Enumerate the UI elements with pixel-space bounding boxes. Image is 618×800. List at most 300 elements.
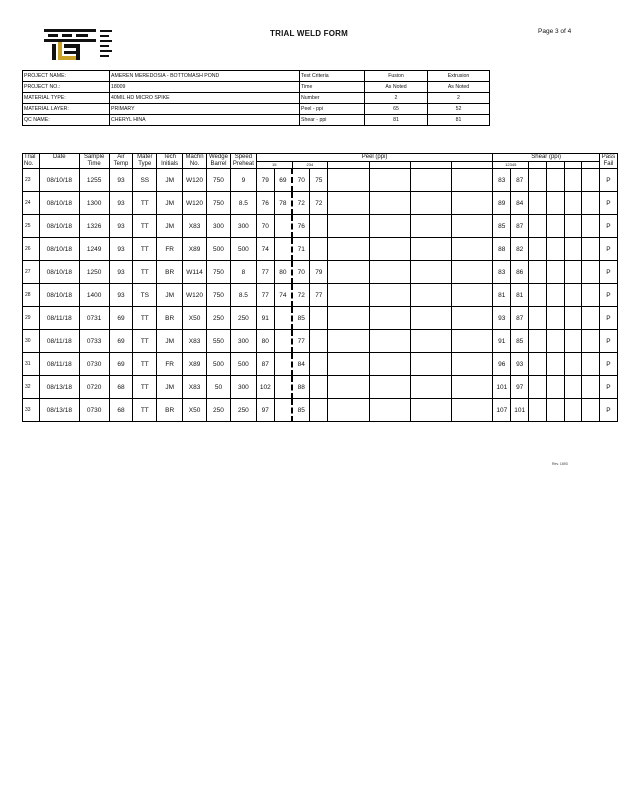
col-peel: Peel (ppi) xyxy=(256,154,493,162)
cell-machn-no: W114 xyxy=(183,261,207,284)
col-air-temp: Air Temp xyxy=(109,154,133,169)
cell-date: 08/11/18 xyxy=(39,330,79,353)
cell-wedge-barrel: 250 xyxy=(207,307,231,330)
cell-peel-5 xyxy=(328,169,369,192)
cell-peel-1: 91 xyxy=(256,307,274,330)
peel-subheader-2: 234 xyxy=(292,162,328,169)
cell-shear-6 xyxy=(582,192,600,215)
cell-shear-4 xyxy=(546,353,564,376)
table-row xyxy=(23,330,618,353)
cell-machn-no: W120 xyxy=(183,192,207,215)
cell-trial-no: 28 xyxy=(23,284,40,307)
cell-peel-8 xyxy=(452,330,493,353)
extrusion-header: Extrusion xyxy=(428,71,490,82)
cell-mater-type: TT xyxy=(133,215,157,238)
cell-air-temp: 93 xyxy=(109,238,133,261)
cell-mater-type: TT xyxy=(133,307,157,330)
cell-air-temp: 68 xyxy=(109,376,133,399)
cell-peel-3: 71 xyxy=(292,238,310,261)
table-row xyxy=(23,284,618,307)
cell-shear-3 xyxy=(529,192,547,215)
cell-shear-2: 81 xyxy=(511,284,529,307)
cell-shear-5 xyxy=(564,330,582,353)
cell-peel-6 xyxy=(369,330,410,353)
qc-name-label: QC NAME: xyxy=(23,115,110,126)
cell-peel-7 xyxy=(410,376,451,399)
cell-pass-fail: P xyxy=(599,238,617,261)
cell-speed-preheat: 8.5 xyxy=(230,192,256,215)
cell-shear-4 xyxy=(546,215,564,238)
cell-tech-initials: BR xyxy=(157,307,183,330)
cell-peel-8 xyxy=(452,307,493,330)
col-pass-fail: Pass Fail xyxy=(599,154,617,169)
cell-sample-time: 1326 xyxy=(79,215,109,238)
cell-peel-3: 85 xyxy=(292,307,310,330)
cell-shear-1: 81 xyxy=(493,284,511,307)
criteria-label: Peel - ppi xyxy=(300,104,365,115)
cell-mater-type: TT xyxy=(133,238,157,261)
cell-shear-1: 101 xyxy=(493,376,511,399)
cell-peel-6 xyxy=(369,215,410,238)
cell-date: 08/13/18 xyxy=(39,376,79,399)
table-row xyxy=(23,307,618,330)
cell-machn-no: X83 xyxy=(183,330,207,353)
cell-machn-no: X50 xyxy=(183,399,207,422)
cell-peel-7 xyxy=(410,238,451,261)
cell-machn-no: X50 xyxy=(183,307,207,330)
cell-shear-6 xyxy=(582,261,600,284)
cell-peel-7 xyxy=(410,261,451,284)
cell-peel-8 xyxy=(452,169,493,192)
table-row xyxy=(23,261,618,284)
cell-peel-1: 77 xyxy=(256,284,274,307)
cell-peel-4 xyxy=(310,376,328,399)
cell-shear-6 xyxy=(582,169,600,192)
cell-peel-4: 79 xyxy=(310,261,328,284)
cell-shear-2: 101 xyxy=(511,399,529,422)
cell-peel-5 xyxy=(328,307,369,330)
cell-sample-time: 1400 xyxy=(79,284,109,307)
cell-shear-2: 86 xyxy=(511,261,529,284)
cell-trial-no: 33 xyxy=(23,399,40,422)
cell-wedge-barrel: 750 xyxy=(207,284,231,307)
table-row xyxy=(23,353,618,376)
shear-subheader-blank xyxy=(529,162,547,169)
cell-peel-4: 77 xyxy=(310,284,328,307)
cell-wedge-barrel: 300 xyxy=(207,215,231,238)
cell-peel-4 xyxy=(310,399,328,422)
cell-peel-5 xyxy=(328,376,369,399)
cell-pass-fail: P xyxy=(599,307,617,330)
col-wedge-barrel: Wedge Barrel xyxy=(207,154,231,169)
col-shear: Shear (ppi) xyxy=(493,154,600,162)
shear-subheader-blank xyxy=(582,162,600,169)
cell-pass-fail: P xyxy=(599,399,617,422)
cell-peel-1: 102 xyxy=(256,376,274,399)
cell-peel-6 xyxy=(369,399,410,422)
cell-shear-3 xyxy=(529,261,547,284)
cell-shear-4 xyxy=(546,330,564,353)
material-type-label: MATERIAL TYPE: xyxy=(23,93,110,104)
cell-shear-6 xyxy=(582,238,600,261)
cell-tech-initials: JM xyxy=(157,215,183,238)
cell-date: 08/10/18 xyxy=(39,192,79,215)
cell-date: 08/10/18 xyxy=(39,261,79,284)
cell-shear-5 xyxy=(564,399,582,422)
cell-peel-7 xyxy=(410,353,451,376)
cell-peel-5 xyxy=(328,353,369,376)
cell-machn-no: W120 xyxy=(183,169,207,192)
cell-speed-preheat: 8 xyxy=(230,261,256,284)
cell-shear-3 xyxy=(529,284,547,307)
cell-wedge-barrel: 750 xyxy=(207,169,231,192)
cell-pass-fail: P xyxy=(599,376,617,399)
cell-shear-6 xyxy=(582,399,600,422)
info-row-material-type xyxy=(23,93,490,104)
cell-shear-2: 97 xyxy=(511,376,529,399)
cell-shear-5 xyxy=(564,192,582,215)
cell-peel-8 xyxy=(452,261,493,284)
cell-shear-4 xyxy=(546,284,564,307)
cell-speed-preheat: 8.5 xyxy=(230,284,256,307)
cell-wedge-barrel: 500 xyxy=(207,238,231,261)
cell-pass-fail: P xyxy=(599,261,617,284)
cell-pass-fail: P xyxy=(599,353,617,376)
cell-pass-fail: P xyxy=(599,169,617,192)
cell-shear-5 xyxy=(564,238,582,261)
cell-peel-4: 72 xyxy=(310,192,328,215)
cell-trial-no: 32 xyxy=(23,376,40,399)
criteria-header: Test Criteria xyxy=(300,71,365,82)
cell-air-temp: 93 xyxy=(109,215,133,238)
cell-peel-6 xyxy=(369,376,410,399)
cell-peel-3: 70 xyxy=(292,261,310,284)
cell-date: 08/10/18 xyxy=(39,238,79,261)
cell-tech-initials: JM xyxy=(157,376,183,399)
cell-speed-preheat: 500 xyxy=(230,353,256,376)
cell-shear-1: 88 xyxy=(493,238,511,261)
cell-peel-7 xyxy=(410,307,451,330)
cell-sample-time: 1300 xyxy=(79,192,109,215)
cell-peel-8 xyxy=(452,192,493,215)
col-mater-type: Mater Type xyxy=(133,154,157,169)
cell-peel-1: 79 xyxy=(256,169,274,192)
cell-air-temp: 93 xyxy=(109,192,133,215)
cell-speed-preheat: 300 xyxy=(230,330,256,353)
cell-peel-2 xyxy=(274,215,292,238)
cell-mater-type: TS xyxy=(133,284,157,307)
cell-peel-6 xyxy=(369,261,410,284)
cell-shear-4 xyxy=(546,399,564,422)
criteria-extrusion: 52 xyxy=(428,104,490,115)
cell-trial-no: 29 xyxy=(23,307,40,330)
cell-peel-5 xyxy=(328,399,369,422)
cell-sample-time: 1249 xyxy=(79,238,109,261)
form-title: TRIAL WELD FORM xyxy=(270,29,348,38)
cell-date: 08/11/18 xyxy=(39,353,79,376)
cell-peel-1: 87 xyxy=(256,353,274,376)
cell-trial-no: 27 xyxy=(23,261,40,284)
cell-peel-2 xyxy=(274,307,292,330)
cell-shear-5 xyxy=(564,261,582,284)
cell-shear-1: 107 xyxy=(493,399,511,422)
peel-subheader-blank xyxy=(369,162,410,169)
cell-shear-4 xyxy=(546,261,564,284)
cell-shear-1: 83 xyxy=(493,169,511,192)
cell-speed-preheat: 300 xyxy=(230,215,256,238)
cell-sample-time: 0730 xyxy=(79,399,109,422)
cell-peel-3: 76 xyxy=(292,215,310,238)
cell-peel-2 xyxy=(274,399,292,422)
cell-machn-no: X89 xyxy=(183,353,207,376)
col-machn-no: Machn No. xyxy=(183,154,207,169)
project-name-value: AMEREN MEREDOSIA - BOTTOMASH POND xyxy=(110,71,300,82)
cell-peel-6 xyxy=(369,169,410,192)
cell-shear-5 xyxy=(564,215,582,238)
cell-peel-8 xyxy=(452,376,493,399)
cell-shear-5 xyxy=(564,307,582,330)
cell-shear-2: 82 xyxy=(511,238,529,261)
cell-peel-2: 80 xyxy=(274,261,292,284)
cell-peel-8 xyxy=(452,399,493,422)
table-row xyxy=(23,169,618,192)
cell-trial-no: 23 xyxy=(23,169,40,192)
cell-speed-preheat: 300 xyxy=(230,376,256,399)
cell-shear-2: 84 xyxy=(511,192,529,215)
cell-peel-8 xyxy=(452,215,493,238)
project-no-value: 18009 xyxy=(110,82,300,93)
cell-shear-1: 91 xyxy=(493,330,511,353)
cell-trial-no: 30 xyxy=(23,330,40,353)
cell-air-temp: 68 xyxy=(109,399,133,422)
col-speed-preheat: Speed Preheat xyxy=(230,154,256,169)
cell-speed-preheat: 9 xyxy=(230,169,256,192)
peel-subheader-blank xyxy=(410,162,451,169)
cell-peel-6 xyxy=(369,307,410,330)
cell-sample-time: 0720 xyxy=(79,376,109,399)
qc-name-value: CHERYL HINA xyxy=(110,115,300,126)
cell-peel-3: 84 xyxy=(292,353,310,376)
cell-wedge-barrel: 250 xyxy=(207,399,231,422)
cell-shear-3 xyxy=(529,353,547,376)
cell-peel-1: 97 xyxy=(256,399,274,422)
cell-peel-8 xyxy=(452,284,493,307)
peel-subheader-1: 15 xyxy=(256,162,292,169)
cell-shear-4 xyxy=(546,238,564,261)
cell-peel-1: 74 xyxy=(256,238,274,261)
page-number: Page 3 of 4 xyxy=(538,28,572,35)
cell-shear-3 xyxy=(529,399,547,422)
cell-peel-7 xyxy=(410,330,451,353)
cell-sample-time: 0730 xyxy=(79,353,109,376)
cell-shear-4 xyxy=(546,307,564,330)
shear-subheader-blank xyxy=(546,162,564,169)
table-row xyxy=(23,399,618,422)
cell-peel-4 xyxy=(310,238,328,261)
cell-peel-7 xyxy=(410,169,451,192)
criteria-fusion: 81 xyxy=(365,115,428,126)
cell-peel-8 xyxy=(452,353,493,376)
cell-sample-time: 1250 xyxy=(79,261,109,284)
cell-tech-initials: JM xyxy=(157,169,183,192)
cell-mater-type: TT xyxy=(133,261,157,284)
revision-note: Rev. 1693 xyxy=(552,462,568,466)
cell-shear-2: 87 xyxy=(511,215,529,238)
cell-shear-2: 87 xyxy=(511,307,529,330)
cell-peel-1: 80 xyxy=(256,330,274,353)
cell-shear-5 xyxy=(564,284,582,307)
material-type-value: 40MIL HD MICRO SPIKE xyxy=(110,93,300,104)
cell-shear-3 xyxy=(529,330,547,353)
cell-mater-type: SS xyxy=(133,169,157,192)
cell-machn-no: X83 xyxy=(183,376,207,399)
fusion-header: Fusion xyxy=(365,71,428,82)
cell-peel-5 xyxy=(328,192,369,215)
cell-shear-5 xyxy=(564,353,582,376)
cell-peel-3: 70 xyxy=(292,169,310,192)
cell-peel-6 xyxy=(369,353,410,376)
cell-shear-3 xyxy=(529,307,547,330)
info-row-project-name xyxy=(23,71,490,82)
cell-tech-initials: BR xyxy=(157,399,183,422)
table-row xyxy=(23,192,618,215)
cell-peel-5 xyxy=(328,238,369,261)
cell-wedge-barrel: 500 xyxy=(207,353,231,376)
cell-peel-4 xyxy=(310,215,328,238)
cell-peel-2 xyxy=(274,330,292,353)
criteria-extrusion: 81 xyxy=(428,115,490,126)
cell-shear-2: 85 xyxy=(511,330,529,353)
cell-tech-initials: JM xyxy=(157,330,183,353)
cell-pass-fail: P xyxy=(599,330,617,353)
cell-peel-3: 72 xyxy=(292,284,310,307)
cell-tech-initials: BR xyxy=(157,261,183,284)
cell-peel-2 xyxy=(274,238,292,261)
cell-pass-fail: P xyxy=(599,192,617,215)
cell-peel-4 xyxy=(310,330,328,353)
criteria-fusion: 65 xyxy=(365,104,428,115)
company-logo-icon xyxy=(42,26,120,64)
cell-peel-2 xyxy=(274,353,292,376)
cell-shear-4 xyxy=(546,376,564,399)
cell-peel-3: 88 xyxy=(292,376,310,399)
cell-date: 08/10/18 xyxy=(39,169,79,192)
cell-peel-5 xyxy=(328,215,369,238)
cell-date: 08/13/18 xyxy=(39,399,79,422)
cell-shear-1: 83 xyxy=(493,261,511,284)
info-row-qc-name xyxy=(23,115,490,126)
cell-shear-4 xyxy=(546,192,564,215)
table-row xyxy=(23,238,618,261)
cell-shear-6 xyxy=(582,284,600,307)
criteria-label: Number xyxy=(300,93,365,104)
cell-mater-type: TT xyxy=(133,376,157,399)
cell-shear-3 xyxy=(529,215,547,238)
cell-peel-5 xyxy=(328,330,369,353)
cell-peel-2: 69 xyxy=(274,169,292,192)
cell-peel-1: 76 xyxy=(256,192,274,215)
cell-mater-type: TT xyxy=(133,192,157,215)
cell-shear-5 xyxy=(564,376,582,399)
cell-peel-4 xyxy=(310,353,328,376)
cell-shear-2: 87 xyxy=(511,169,529,192)
cell-peel-6 xyxy=(369,284,410,307)
cell-date: 08/11/18 xyxy=(39,307,79,330)
cell-shear-1: 89 xyxy=(493,192,511,215)
cell-tech-initials: JM xyxy=(157,284,183,307)
cell-speed-preheat: 500 xyxy=(230,238,256,261)
table-row xyxy=(23,376,618,399)
cell-peel-1: 70 xyxy=(256,215,274,238)
col-sample-time: Sample Time xyxy=(79,154,109,169)
cell-mater-type: TT xyxy=(133,399,157,422)
cell-sample-time: 0731 xyxy=(79,307,109,330)
cell-peel-6 xyxy=(369,192,410,215)
cell-shear-2: 93 xyxy=(511,353,529,376)
criteria-fusion: As Noted xyxy=(365,82,428,93)
cell-wedge-barrel: 750 xyxy=(207,261,231,284)
cell-peel-4 xyxy=(310,307,328,330)
material-layer-value: PRIMARY xyxy=(110,104,300,115)
cell-air-temp: 93 xyxy=(109,169,133,192)
cell-mater-type: TT xyxy=(133,353,157,376)
cell-pass-fail: P xyxy=(599,284,617,307)
cell-pass-fail: P xyxy=(599,215,617,238)
trial-weld-table xyxy=(22,153,618,422)
cell-speed-preheat: 250 xyxy=(230,307,256,330)
criteria-label: Time xyxy=(300,82,365,93)
shear-subheader-1: 12345 xyxy=(493,162,529,169)
cell-peel-3: 85 xyxy=(292,399,310,422)
cell-tech-initials: FR xyxy=(157,238,183,261)
cell-shear-6 xyxy=(582,330,600,353)
cell-mater-type: TT xyxy=(133,330,157,353)
shear-subheader-blank xyxy=(564,162,582,169)
cell-shear-3 xyxy=(529,238,547,261)
cell-tech-initials: JM xyxy=(157,192,183,215)
cell-peel-2: 78 xyxy=(274,192,292,215)
cell-trial-no: 31 xyxy=(23,353,40,376)
cell-peel-7 xyxy=(410,399,451,422)
cell-shear-6 xyxy=(582,353,600,376)
cell-air-temp: 69 xyxy=(109,330,133,353)
cell-peel-3: 72 xyxy=(292,192,310,215)
cell-machn-no: X83 xyxy=(183,215,207,238)
peel-subheader-blank xyxy=(328,162,369,169)
col-date: Date xyxy=(39,154,79,169)
cell-shear-1: 85 xyxy=(493,215,511,238)
cell-peel-7 xyxy=(410,192,451,215)
table-row xyxy=(23,215,618,238)
cell-date: 08/10/18 xyxy=(39,284,79,307)
cell-peel-1: 77 xyxy=(256,261,274,284)
cell-wedge-barrel: 50 xyxy=(207,376,231,399)
cell-peel-2 xyxy=(274,376,292,399)
cell-wedge-barrel: 550 xyxy=(207,330,231,353)
cell-peel-6 xyxy=(369,238,410,261)
col-tech-initials: Tech Initials xyxy=(157,154,183,169)
cell-shear-3 xyxy=(529,169,547,192)
cell-sample-time: 1255 xyxy=(79,169,109,192)
criteria-extrusion: As Noted xyxy=(428,82,490,93)
criteria-extrusion: 2 xyxy=(428,93,490,104)
criteria-fusion: 2 xyxy=(365,93,428,104)
cell-air-temp: 93 xyxy=(109,261,133,284)
cell-shear-6 xyxy=(582,307,600,330)
cell-shear-3 xyxy=(529,376,547,399)
cell-peel-7 xyxy=(410,284,451,307)
cell-tech-initials: FR xyxy=(157,353,183,376)
